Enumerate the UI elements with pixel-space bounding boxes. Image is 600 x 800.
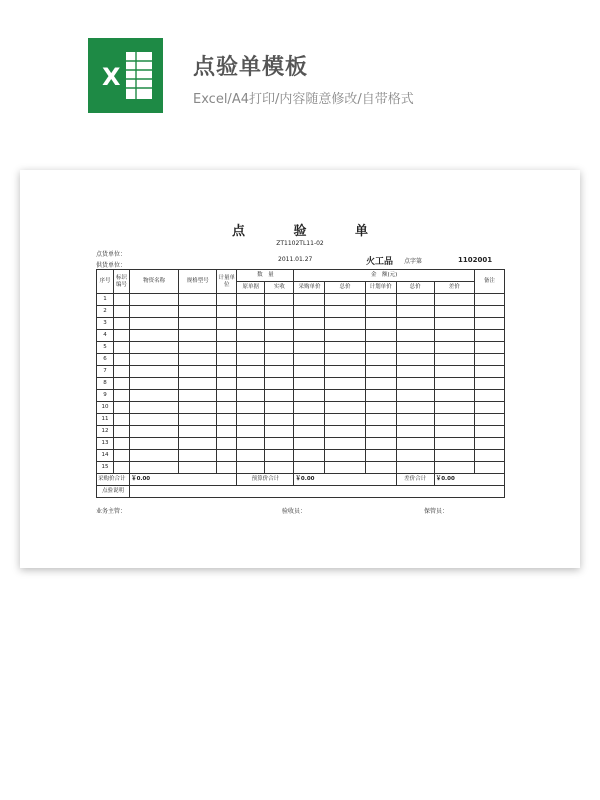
row-seq: 10 (97, 402, 114, 414)
table-cell[interactable] (325, 306, 365, 318)
table-cell[interactable] (217, 306, 237, 318)
table-cell[interactable] (474, 318, 504, 330)
col-purchase-price: 采购单价 (294, 282, 325, 294)
table-cell[interactable] (325, 462, 365, 474)
table-cell[interactable] (434, 426, 474, 438)
table-cell[interactable] (294, 450, 325, 462)
table-cell[interactable] (265, 366, 294, 378)
table-cell[interactable] (265, 378, 294, 390)
table-cell[interactable] (130, 378, 179, 390)
table-cell[interactable] (265, 330, 294, 342)
col-unit: 计量单位 (217, 270, 237, 294)
table-cell[interactable] (265, 426, 294, 438)
table-cell[interactable] (179, 414, 217, 426)
table-cell[interactable] (325, 438, 365, 450)
table-cell[interactable] (179, 366, 217, 378)
table-cell[interactable] (434, 318, 474, 330)
table-cell[interactable] (434, 294, 474, 306)
table-cell[interactable] (130, 426, 179, 438)
table-cell[interactable] (474, 294, 504, 306)
table-row (97, 450, 505, 462)
col-diff: 差价 (434, 282, 474, 294)
table-cell[interactable] (474, 438, 504, 450)
table-cell[interactable] (325, 450, 365, 462)
logo-letter: X (102, 63, 121, 91)
table-cell[interactable] (114, 294, 130, 306)
table-cell[interactable] (237, 306, 265, 318)
table-cell[interactable] (237, 354, 265, 366)
document-code: ZT1102TL11-02 (276, 240, 324, 247)
table-cell[interactable] (365, 354, 396, 366)
table-cell[interactable] (114, 414, 130, 426)
table-cell[interactable] (434, 330, 474, 342)
table-cell[interactable] (396, 450, 434, 462)
table-row (97, 438, 505, 450)
table-cell[interactable] (294, 414, 325, 426)
provider-label: 供货单位： (96, 262, 127, 269)
table-cell[interactable] (325, 390, 365, 402)
table-cell[interactable] (130, 330, 179, 342)
table-cell[interactable] (237, 318, 265, 330)
table-cell[interactable] (114, 354, 130, 366)
table-cell[interactable] (179, 426, 217, 438)
table-cell[interactable] (474, 426, 504, 438)
note-label: 点验说明 (97, 486, 130, 498)
table-cell[interactable] (325, 318, 365, 330)
table-cell[interactable] (434, 354, 474, 366)
table-cell[interactable] (217, 462, 237, 474)
table-cell[interactable] (114, 318, 130, 330)
table-cell[interactable] (237, 378, 265, 390)
table-cell[interactable] (179, 438, 217, 450)
table-cell[interactable] (365, 378, 396, 390)
table-cell[interactable] (396, 378, 434, 390)
table-row (97, 462, 505, 474)
col-spec: 规格型号 (179, 270, 217, 294)
table-cell[interactable] (114, 378, 130, 390)
table-cell[interactable] (237, 366, 265, 378)
table-cell[interactable] (474, 402, 504, 414)
table-cell[interactable] (474, 342, 504, 354)
table-cell[interactable] (130, 342, 179, 354)
page-title: 点验单模板 (193, 55, 309, 80)
table-cell[interactable] (179, 330, 217, 342)
purchase-total-label: 采购价合计 (97, 474, 130, 486)
table-row (97, 306, 505, 318)
table-cell[interactable] (434, 342, 474, 354)
table-cell[interactable] (265, 342, 294, 354)
table-cell[interactable] (294, 378, 325, 390)
table-cell[interactable] (179, 306, 217, 318)
col-amount: 金 额(元) (294, 270, 474, 282)
table-cell[interactable] (265, 402, 294, 414)
col-actual: 实收 (265, 282, 294, 294)
row-seq: 3 (97, 318, 114, 330)
table-cell[interactable] (474, 462, 504, 474)
table-cell[interactable] (396, 354, 434, 366)
table-cell[interactable] (130, 366, 179, 378)
table-cell[interactable] (474, 414, 504, 426)
col-total-1: 总价 (325, 282, 365, 294)
table-cell[interactable] (325, 426, 365, 438)
row-seq: 13 (97, 438, 114, 450)
table-cell[interactable] (365, 402, 396, 414)
table-cell[interactable] (217, 390, 237, 402)
col-original: 原单据 (237, 282, 265, 294)
table-cell[interactable] (434, 462, 474, 474)
table-cell[interactable] (474, 378, 504, 390)
table-cell[interactable] (114, 390, 130, 402)
table-cell[interactable] (294, 294, 325, 306)
table-row (97, 390, 505, 402)
table-cell[interactable] (474, 450, 504, 462)
table-cell[interactable] (325, 294, 365, 306)
table-cell[interactable] (237, 426, 265, 438)
table-cell[interactable] (396, 402, 434, 414)
huo-label: 火工品 (366, 257, 394, 267)
table-cell[interactable] (237, 342, 265, 354)
table-cell[interactable] (325, 402, 365, 414)
excel-icon (88, 38, 163, 113)
note-value[interactable] (130, 486, 505, 498)
table-cell[interactable] (114, 402, 130, 414)
col-remark: 备注 (474, 270, 504, 294)
table-cell[interactable] (265, 354, 294, 366)
table-cell[interactable] (294, 366, 325, 378)
table-cell[interactable] (179, 318, 217, 330)
table-cell[interactable] (265, 306, 294, 318)
table-cell[interactable] (365, 450, 396, 462)
table-cell[interactable] (365, 462, 396, 474)
table-cell[interactable] (294, 306, 325, 318)
table-cell[interactable] (130, 402, 179, 414)
table-cell[interactable] (217, 378, 237, 390)
table-cell[interactable] (237, 402, 265, 414)
table-cell[interactable] (179, 462, 217, 474)
table-cell[interactable] (294, 402, 325, 414)
table-row (97, 294, 505, 306)
table-cell[interactable] (294, 330, 325, 342)
table-cell[interactable] (365, 306, 396, 318)
row-seq: 7 (97, 366, 114, 378)
table-cell[interactable] (325, 330, 365, 342)
table-cell[interactable] (396, 318, 434, 330)
table-cell[interactable] (265, 318, 294, 330)
table-cell[interactable] (434, 402, 474, 414)
row-seq: 5 (97, 342, 114, 354)
col-material-name: 物资名称 (130, 270, 179, 294)
row-seq: 15 (97, 462, 114, 474)
table-cell[interactable] (365, 294, 396, 306)
col-seq: 序号 (97, 270, 114, 294)
row-seq: 11 (97, 414, 114, 426)
table-cell[interactable] (217, 402, 237, 414)
table-cell[interactable] (265, 438, 294, 450)
budget-total-value: ￥0.00 (294, 474, 396, 486)
table-cell[interactable] (237, 438, 265, 450)
table-cell[interactable] (114, 426, 130, 438)
table-cell[interactable] (474, 354, 504, 366)
table-cell[interactable] (294, 438, 325, 450)
diff-total-value: ￥0.00 (434, 474, 504, 486)
diff-total-label: 差价合计 (396, 474, 434, 486)
table-cell[interactable] (179, 402, 217, 414)
table-cell[interactable] (434, 366, 474, 378)
table-cell[interactable] (130, 354, 179, 366)
table-cell[interactable] (265, 390, 294, 402)
table-cell[interactable] (294, 318, 325, 330)
dianzi-label: 点字第 (404, 258, 423, 265)
table-cell[interactable] (474, 330, 504, 342)
table-cell[interactable] (237, 414, 265, 426)
table-cell[interactable] (114, 438, 130, 450)
table-cell[interactable] (396, 426, 434, 438)
purchase-total-value: ￥0.00 (130, 474, 237, 486)
table-body (97, 294, 505, 474)
table-row (97, 354, 505, 366)
table-cell[interactable] (130, 390, 179, 402)
table-cell[interactable] (396, 366, 434, 378)
table-row (97, 378, 505, 390)
table-cell[interactable] (325, 354, 365, 366)
table-cell[interactable] (365, 390, 396, 402)
row-seq: 6 (97, 354, 114, 366)
table-cell[interactable] (237, 330, 265, 342)
document-date: 2011.01.27 (278, 256, 313, 263)
document-title (20, 220, 580, 239)
table-cell[interactable] (237, 294, 265, 306)
table-cell[interactable] (434, 450, 474, 462)
row-seq: 9 (97, 390, 114, 402)
table-cell[interactable] (396, 390, 434, 402)
table-cell[interactable] (217, 450, 237, 462)
table-cell[interactable] (265, 450, 294, 462)
table-cell[interactable] (294, 390, 325, 402)
row-seq: 12 (97, 426, 114, 438)
col-plan-price: 计划单价 (365, 282, 396, 294)
table-cell[interactable] (179, 450, 217, 462)
table-row (97, 366, 505, 378)
table-cell[interactable] (114, 306, 130, 318)
table-cell[interactable] (434, 390, 474, 402)
table-cell[interactable] (325, 414, 365, 426)
table-cell[interactable] (217, 342, 237, 354)
table-cell[interactable] (434, 306, 474, 318)
table-cell[interactable] (396, 438, 434, 450)
table-cell[interactable] (179, 354, 217, 366)
table-cell[interactable] (474, 390, 504, 402)
table-cell[interactable] (217, 414, 237, 426)
table-cell[interactable] (217, 366, 237, 378)
table-cell[interactable] (179, 294, 217, 306)
table-cell[interactable] (365, 438, 396, 450)
table-cell[interactable] (217, 438, 237, 450)
title-char-1: 点 (231, 224, 245, 239)
row-seq: 2 (97, 306, 114, 318)
table-cell[interactable] (294, 462, 325, 474)
table-cell[interactable] (396, 306, 434, 318)
table-cell[interactable] (396, 330, 434, 342)
row-seq: 4 (97, 330, 114, 342)
footer-keeper: 保管员： (424, 508, 449, 515)
table-cell[interactable] (365, 330, 396, 342)
table-cell[interactable] (365, 342, 396, 354)
document-sheet (20, 170, 580, 568)
table-cell[interactable] (474, 366, 504, 378)
table-cell[interactable] (396, 414, 434, 426)
table-cell[interactable] (179, 378, 217, 390)
row-seq: 8 (97, 378, 114, 390)
table-cell[interactable] (396, 294, 434, 306)
row-seq: 14 (97, 450, 114, 462)
order-number: 1102001 (458, 256, 493, 264)
table-cell[interactable] (237, 450, 265, 462)
table-cell[interactable] (179, 390, 217, 402)
table-cell[interactable] (114, 366, 130, 378)
table-cell[interactable] (365, 318, 396, 330)
table-cell[interactable] (265, 462, 294, 474)
page-subtitle: Excel/A4打印/内容随意修改/自带格式 (193, 92, 414, 107)
title-char-3: 单 (355, 224, 369, 239)
table-cell[interactable] (265, 294, 294, 306)
table-cell[interactable] (365, 366, 396, 378)
table-cell[interactable] (217, 318, 237, 330)
inspection-table (96, 269, 505, 498)
table-cell[interactable] (325, 366, 365, 378)
table-cell[interactable] (434, 378, 474, 390)
table-cell[interactable] (130, 462, 179, 474)
table-cell[interactable] (265, 414, 294, 426)
table-cell[interactable] (130, 438, 179, 450)
supplier-label: 点货单位： (96, 251, 127, 258)
table-cell[interactable] (294, 342, 325, 354)
table-cell[interactable] (434, 414, 474, 426)
table-cell[interactable] (217, 330, 237, 342)
table-row (97, 414, 505, 426)
footer-supervisor: 业务主管： (96, 508, 127, 515)
table-cell[interactable] (179, 342, 217, 354)
table-row (97, 330, 505, 342)
table-cell[interactable] (294, 426, 325, 438)
table-cell[interactable] (396, 462, 434, 474)
table-row (97, 318, 505, 330)
table-cell[interactable] (130, 450, 179, 462)
table-cell[interactable] (114, 330, 130, 342)
table-cell[interactable] (365, 426, 396, 438)
table-cell[interactable] (130, 414, 179, 426)
title-char-2: 验 (293, 224, 307, 239)
table-cell[interactable] (114, 450, 130, 462)
table-cell[interactable] (396, 342, 434, 354)
budget-total-label: 预算价合计 (237, 474, 294, 486)
table-row (97, 342, 505, 354)
table-cell[interactable] (474, 306, 504, 318)
table-cell[interactable] (325, 342, 365, 354)
table-cell[interactable] (130, 306, 179, 318)
table-row (97, 426, 505, 438)
table-cell[interactable] (237, 462, 265, 474)
col-quantity: 数 量 (237, 270, 294, 282)
table-cell[interactable] (114, 342, 130, 354)
col-tag-code: 标识编号 (114, 270, 130, 294)
table-cell[interactable] (217, 294, 237, 306)
table-cell[interactable] (130, 294, 179, 306)
table-cell[interactable] (365, 414, 396, 426)
table-cell[interactable] (130, 318, 179, 330)
table-cell[interactable] (114, 462, 130, 474)
table-cell[interactable] (217, 354, 237, 366)
table-cell[interactable] (434, 438, 474, 450)
table-cell[interactable] (237, 390, 265, 402)
table-cell[interactable] (217, 426, 237, 438)
table-cell[interactable] (325, 378, 365, 390)
table-row (97, 402, 505, 414)
row-seq: 1 (97, 294, 114, 306)
table-cell[interactable] (294, 354, 325, 366)
footer-inspector: 验收员： (282, 508, 307, 515)
col-total-2: 总价 (396, 282, 434, 294)
